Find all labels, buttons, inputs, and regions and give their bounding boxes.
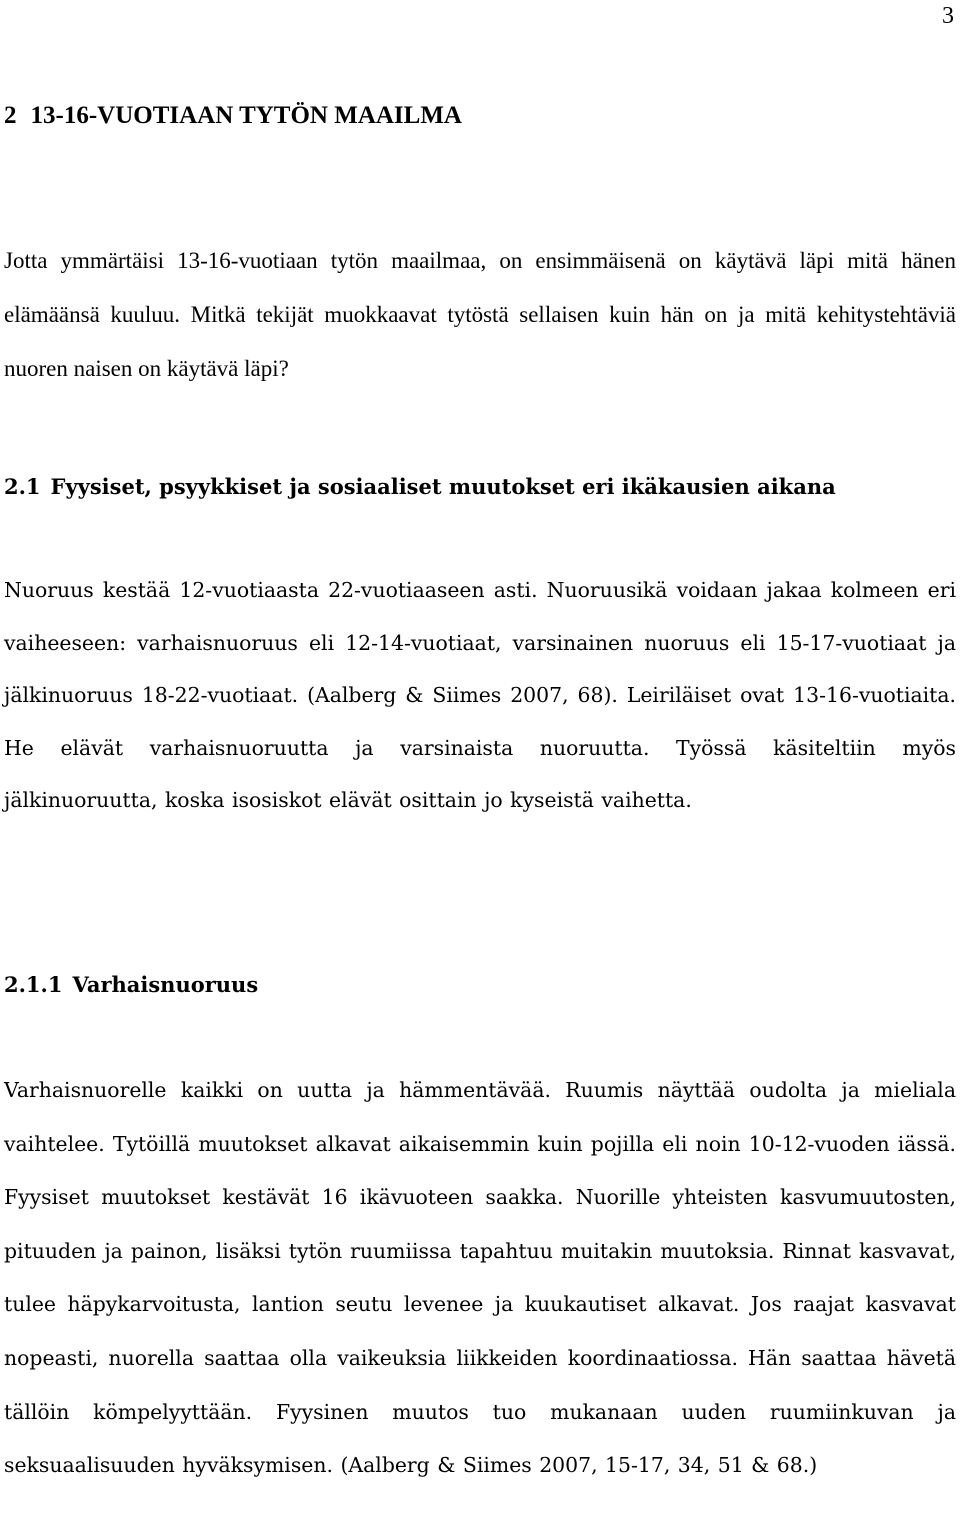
chapter-title: 13-16-VUOTIAAN TYTÖN MAAILMA [30,102,462,129]
section-2-1-1-paragraph: Varhaisnuorelle kaikki on uutta ja hämmentävää. Ruumis näyttää oudolta ja mieliala vaihtelee. Tytöillä muutokset alkavat aikaisemmin kuin pojilla eli noin 10-12-vuoden iässä. Fyysiset muutokset kestävät 16 ikävuoteen saakka. Nuorille yhteisten kasvumuutosten, pituuden ja painon, lisäksi tytön ruumiissa tapahtuu muitakin muutoksia. Rinnat kasvavat, tulee häpykarvoitusta, lantion seutu levenee ja kuukautiset alkavat. Jos raajat kasvavat nopeasti, nuorella saattaa olla vaikeuksia liikkeiden koordinaatiossa. Hän saattaa hävetä tällöin kömpelyyttään. Fyysinen muutos tuo mukanaan uuden ruumiinkuvan ja seksuaalisuuden hyväksymisen. (Aalberg & Siimes 2007, 15-17, 34, 51 & 68.) [4,1078,956,1478]
intro-paragraph: Jotta ymmärtäisi 13-16-vuotiaan tytön maailmaa, on ensimmäisenä on käytävä läpi mitä hänen elämäänsä kuuluu. Mitkä tekijät muokkaavat tytöstä sellaisen kuin hän on ja mitä kehitystehtäviä nuoren naisen on käytävä läpi? [4,248,956,381]
section-2-1-number: 2.1 [4,474,41,499]
section-2-1-title: Fyysiset, psyykkiset ja sosiaaliset muutokset eri ikäkausien aikana [50,474,836,499]
chapter-heading [4,100,462,132]
chapter-number: 2 [4,102,17,129]
section-2-1-1-heading [4,970,258,1000]
section-2-1-1-title: Varhaisnuoruus [72,972,259,997]
section-2-1-paragraph: Nuoruus kestää 12-vuotiaasta 22-vuotiaaseen asti. Nuoruusikä voidaan jakaa kolmeen eri vaiheeseen: varhaisnuoruus eli 12-14-vuotiaat, varsinainen nuoruus eli 15-17-vuotiaat ja jälkinuoruus 18-22-vuotiaat. (Aalberg & Siimes 2007, 68). Leiriläiset ovat 13-16-vuotiaita. He elävät varhaisnuoruutta ja varsinaista nuoruutta. Työssä käsiteltiin myös jälkinuoruutta, koska isosiskot elävät osittain jo kyseistä vaihetta. [4,578,956,813]
page-number: 3 [942,3,954,29]
section-2-1-1-number: 2.1.1 [4,972,63,997]
section-2-1-heading [4,472,836,502]
